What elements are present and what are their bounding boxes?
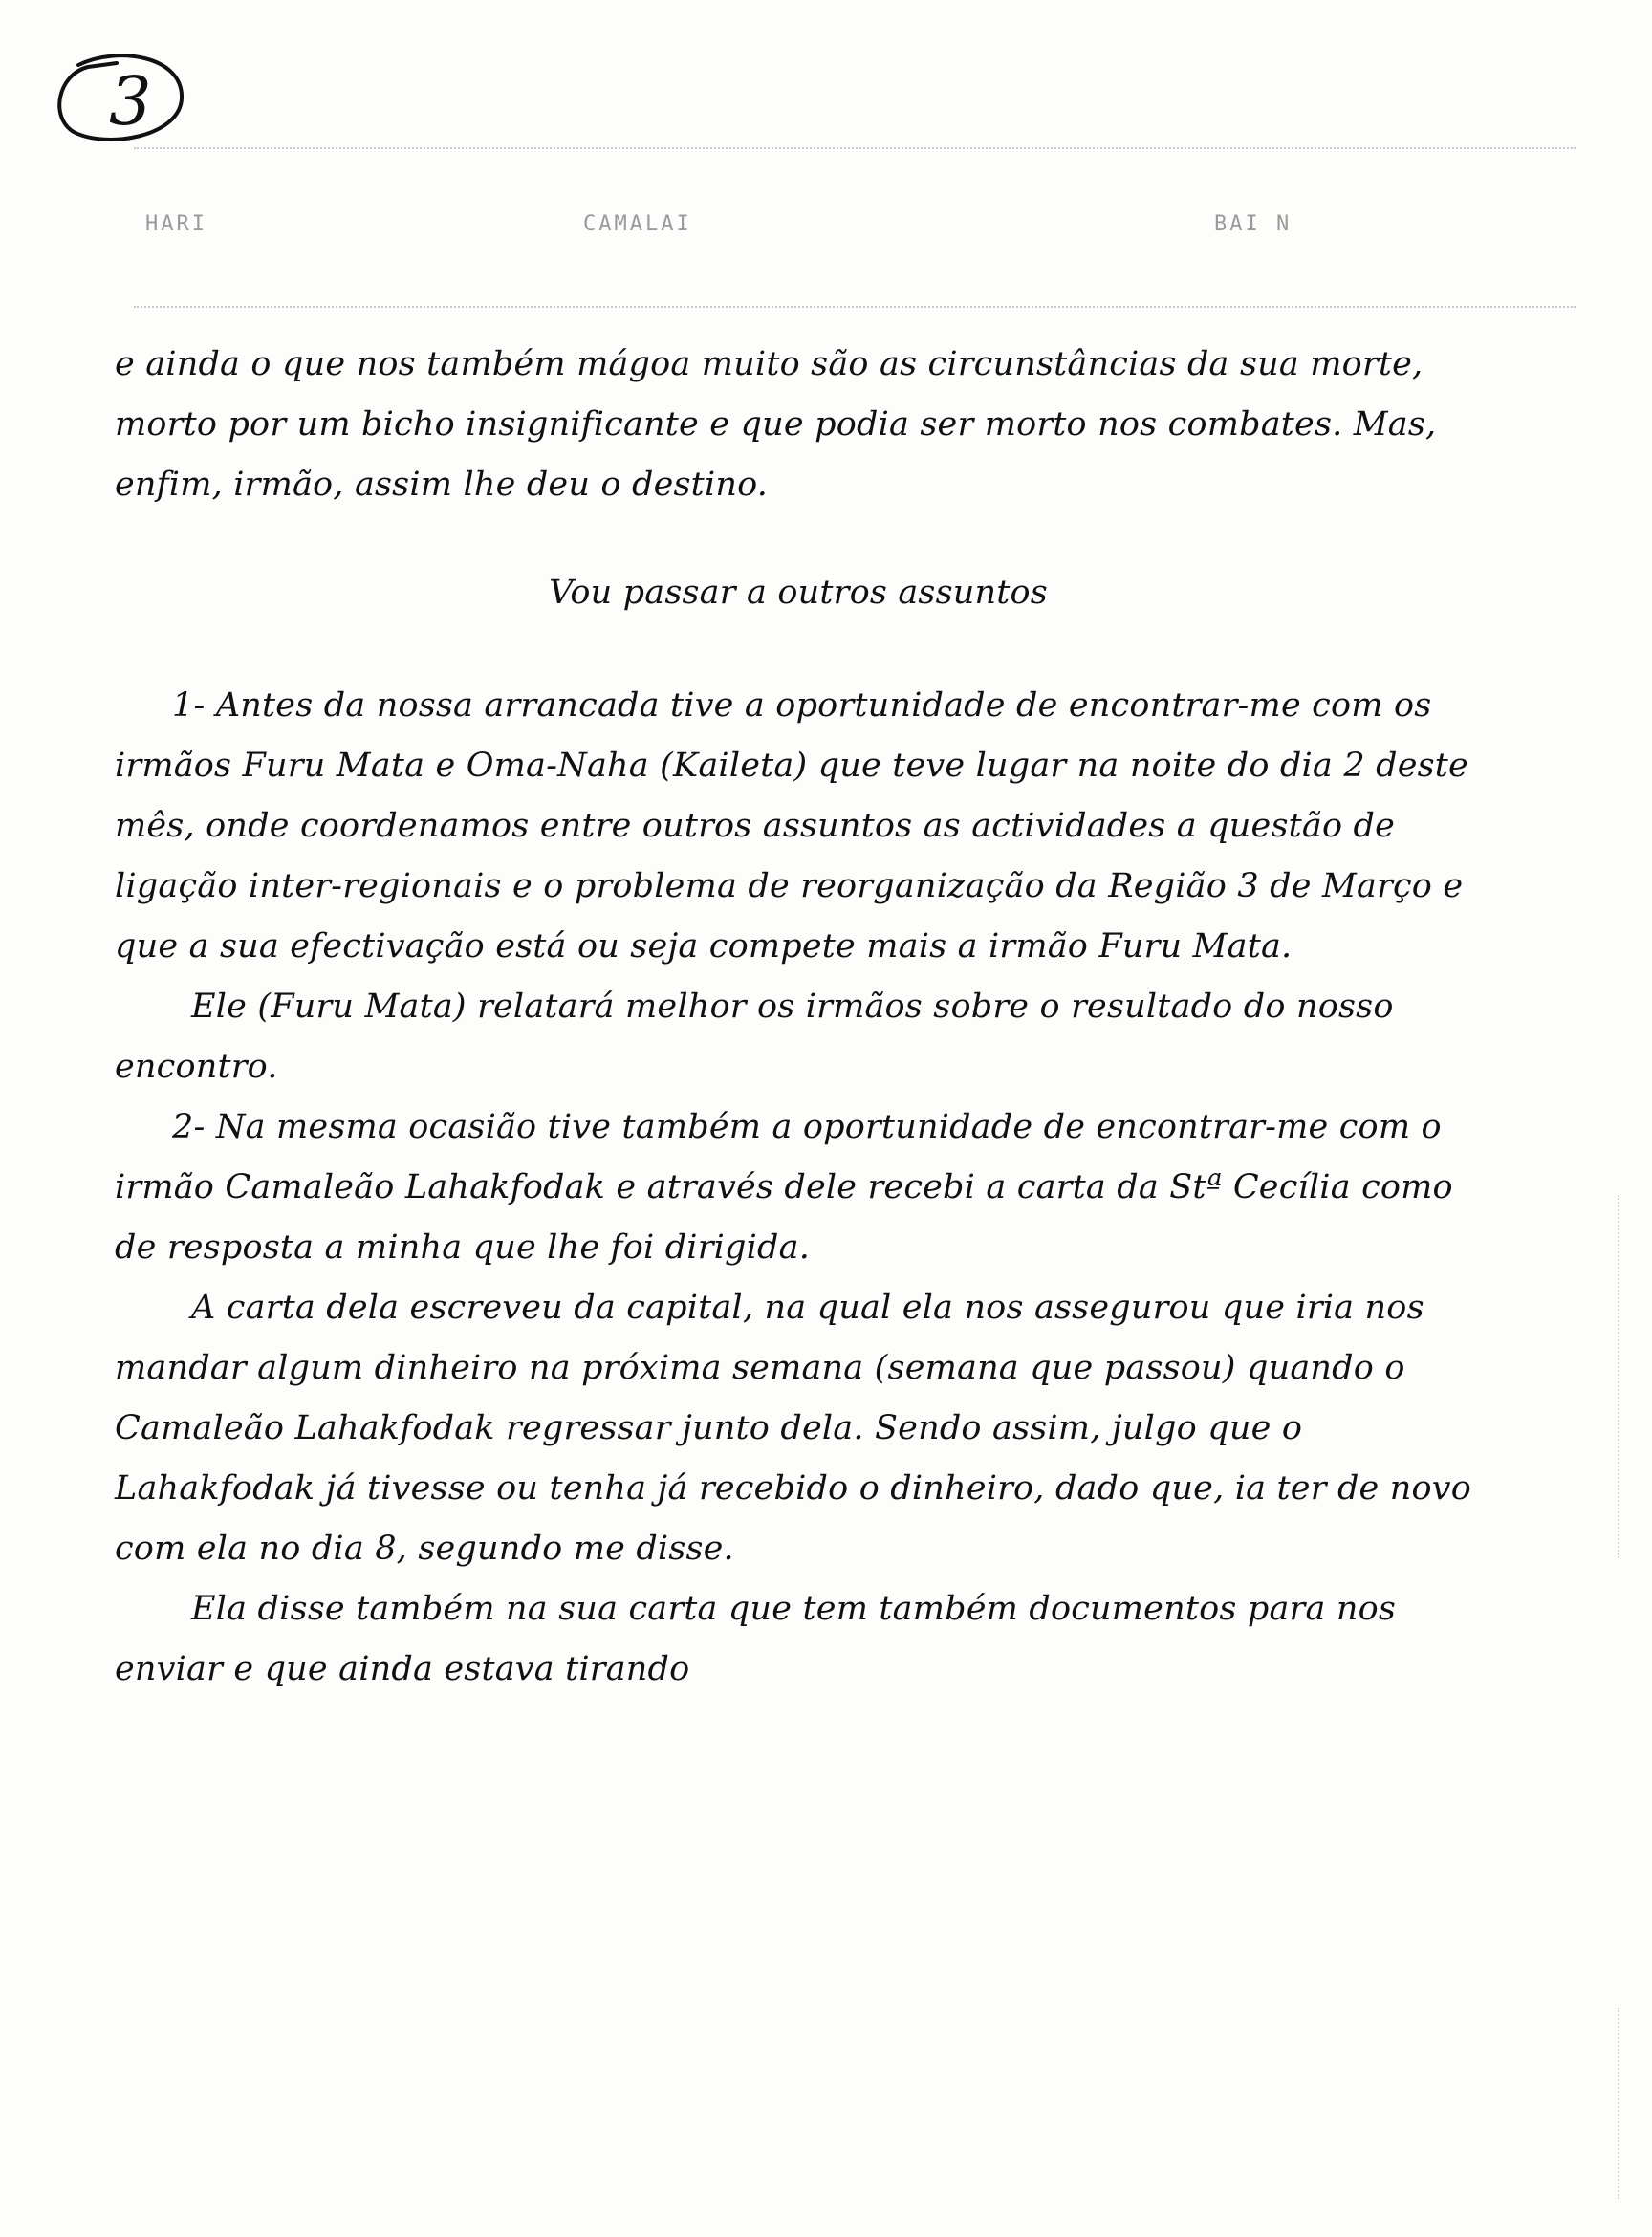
- faint-form-header: [134, 143, 1576, 315]
- item-2-documents-paragraph: Ela disse também na sua carta que tem também documentos para nos enviar e que ainda estava tirando: [115, 1590, 1397, 1688]
- margin-scan-mark: [1618, 2008, 1621, 2199]
- item-1-follow-paragraph: Ele (Furu Mata) relatará melhor os irmãos sobre o resultado do nosso encontro.: [115, 988, 1394, 1086]
- item-1-paragraph: 1- Antes da nossa arrancada tive a oportunidade de encontrar-me com os irmãos Furu Mata e Oma-Naha (Kaileta) que teve lugar na noite do dia 2 deste mês, onde coordenamos entre outros assuntos as actividades a questão de ligação inter-regionais e o problema de reorganização da Região 3 de Março e que a sua efectivação está ou seja compete mais a irmão Furu Mata.: [115, 686, 1468, 966]
- page-number-text: 3: [109, 62, 152, 141]
- header-label-2: CAMALAI: [583, 212, 692, 236]
- header-label-1: HARI: [145, 212, 207, 236]
- letter-intro-paragraph: e ainda o que nos também mágoa muito são as circunstâncias da sua morte, morto por um bicho insignificante e que podia ser morto nos combates. Mas, enfim, irmão, assim lhe deu o destino.: [115, 345, 1437, 504]
- item-2-capital-paragraph: A carta dela escreveu da capital, na qual ela nos assegurou que iria nos mandar algum dinheiro na próxima semana (semana que passou) quando o Camaleão Lahakfodak regressar junto dela. Sendo assim, julgo que o Lahakfodak já tivesse ou tenha já recebido o dinheiro, dado que, ia ter de novo com ela no dia 8, segundo me disse.: [115, 1289, 1472, 1568]
- handwritten-letter-body: [115, 335, 1482, 1700]
- item-2-paragraph: 2- Na mesma ocasião tive também a oportunidade de encontrar-me com o irmão Camaleão Lahakfodak e através dele recebi a carta da Stª Cecília como de resposta a minha que lhe foi dirigida.: [115, 1108, 1453, 1267]
- section-heading: Vou passar a outros assuntos: [549, 574, 1048, 612]
- header-rule-bottom: [134, 306, 1576, 308]
- page-number-circle: [50, 46, 193, 151]
- header-rule-top: [134, 147, 1576, 149]
- circled-number-icon: [50, 46, 193, 151]
- header-label-3: BAI N: [1214, 212, 1293, 236]
- margin-scan-mark: [1618, 1195, 1621, 1558]
